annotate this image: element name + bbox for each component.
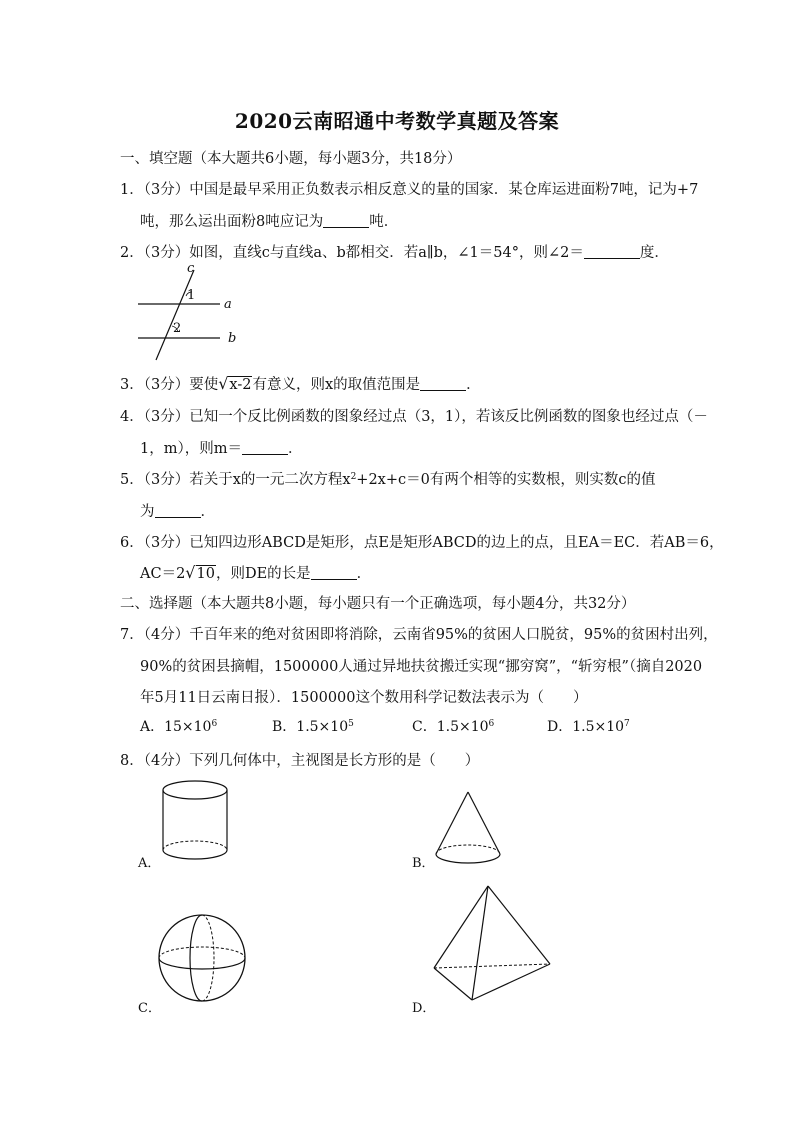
square-root: √10 xyxy=(185,563,215,582)
answer-blank xyxy=(242,440,288,455)
option-c xyxy=(412,716,494,736)
question-5-text-c: 为 xyxy=(140,504,155,520)
question-5-text-b: +2x+c＝0有两个相等的实数根，则实数c的值 xyxy=(356,472,656,488)
option-a-exponent: 6 xyxy=(211,719,218,729)
cylinder-figure xyxy=(158,778,238,868)
option-b-text: B．1.5×10 xyxy=(272,719,349,735)
option-b-exponent: 5 xyxy=(348,719,354,729)
question-7-line-3: 年5月11日云南日报）．1500000这个数用科学记数法表示为（ ） xyxy=(140,690,588,706)
figure-b-label: B． xyxy=(412,856,435,871)
option-c-exponent: 6 xyxy=(488,719,495,729)
option-d-text: D．1.5×10 xyxy=(547,719,625,735)
label-angle-2: 2 xyxy=(173,321,182,336)
section-2-heading: 二、选择题（本大题共8小题，每小题只有一个正确选项，每小题4分，共32分） xyxy=(120,596,636,612)
parallel-lines-figure xyxy=(130,262,250,362)
question-5-text-d: ． xyxy=(200,504,215,520)
question-4-line-2 xyxy=(140,437,302,458)
question-3-text-c: ． xyxy=(466,377,481,393)
pyramid-figure xyxy=(430,884,560,1014)
question-2-line xyxy=(120,241,669,262)
question-6-text-b: ，则DE的长是 xyxy=(215,566,311,582)
question-8-stem: 8．（4分）下列几何体中，主视图是长方形的是（ ） xyxy=(120,753,480,769)
question-5-text-a: 5．（3分）若关于x的一元二次方程x xyxy=(120,472,351,488)
label-c: c xyxy=(187,261,195,276)
page-title: 2020云南昭通中考数学真题及答案 xyxy=(234,109,560,133)
question-3-text-b: 有意义，则x的取值范围是 xyxy=(252,377,421,393)
square-root: √x-2 xyxy=(218,374,252,393)
question-3-text-a: 3．（3分）要使 xyxy=(120,377,219,393)
option-c-text: C．1.5×10 xyxy=(412,719,489,735)
question-1-text-a: 吨，那么运出面粉8吨应记为 xyxy=(140,214,324,230)
option-a xyxy=(140,716,217,736)
figure-a-label: A． xyxy=(138,856,161,871)
question-2-text-a: 2．（3分）如图，直线c与直线a、b都相交．若a∥b，∠1＝54°，则∠2＝ xyxy=(120,245,584,261)
option-d xyxy=(547,716,630,736)
label-angle-1: 1 xyxy=(187,288,196,303)
question-4-line-1: 4．（3分）已知一个反比例函数的图象经过点（3，1），若该反比例函数的图象也经过点（－ xyxy=(120,409,708,425)
question-6-line-2 xyxy=(140,562,371,583)
question-6-text-a: AC＝2 xyxy=(140,566,186,582)
option-a-text: A．15×10 xyxy=(140,719,212,735)
exponent: 2 xyxy=(350,472,357,482)
answer-blank xyxy=(584,244,640,259)
answer-blank xyxy=(311,565,357,580)
question-3-line xyxy=(120,373,481,394)
question-2-text-b: 度． xyxy=(639,245,669,261)
sphere-figure xyxy=(158,912,258,1012)
option-d-exponent: 7 xyxy=(624,719,630,729)
question-5-line-1 xyxy=(120,468,655,489)
label-b: b xyxy=(228,331,237,346)
question-4-text-a: 1，m），则m＝ xyxy=(140,441,242,457)
question-6-line-1: 6．（3分）已知四边形ABCD是矩形，点E是矩形ABCD的边上的点，且EA＝EC．若AB＝6， xyxy=(120,535,724,551)
section-1-heading: 一、填空题（本大题共6小题，每小题3分，共18分） xyxy=(120,151,462,167)
figure-c-label: C． xyxy=(138,1001,161,1016)
question-4-text-b: ． xyxy=(287,441,303,457)
question-6-text-c: ． xyxy=(356,566,372,582)
radicand: x-2 xyxy=(229,377,252,393)
question-1-text-b: 吨． xyxy=(369,214,399,230)
answer-blank xyxy=(420,376,466,391)
answer-blank xyxy=(323,213,369,228)
radicand: 10 xyxy=(196,566,215,582)
question-7-line-2: 90%的贫困县摘帽，1500000人通过异地扶贫搬迁实现“挪穷窝”，“斩穷根”（摘自2020 xyxy=(140,659,703,675)
figure-d-label: D． xyxy=(412,1001,436,1016)
option-b xyxy=(272,716,354,736)
cone-figure xyxy=(432,790,522,880)
question-1-line-2 xyxy=(140,210,398,231)
question-7-line-1: 7．（4分）千百年来的绝对贫困即将消除，云南省95%的贫困人口脱贫，95%的贫困村出列， xyxy=(120,627,718,643)
question-5-line-2 xyxy=(140,500,215,521)
label-a: a xyxy=(224,297,232,312)
line-c xyxy=(156,270,194,360)
answer-blank xyxy=(155,503,201,518)
question-1-line-1: 1．（3分）中国是最早采用正负数表示相反意义的量的国家．某仓库运进面粉7吨，记为+7 xyxy=(120,182,699,198)
